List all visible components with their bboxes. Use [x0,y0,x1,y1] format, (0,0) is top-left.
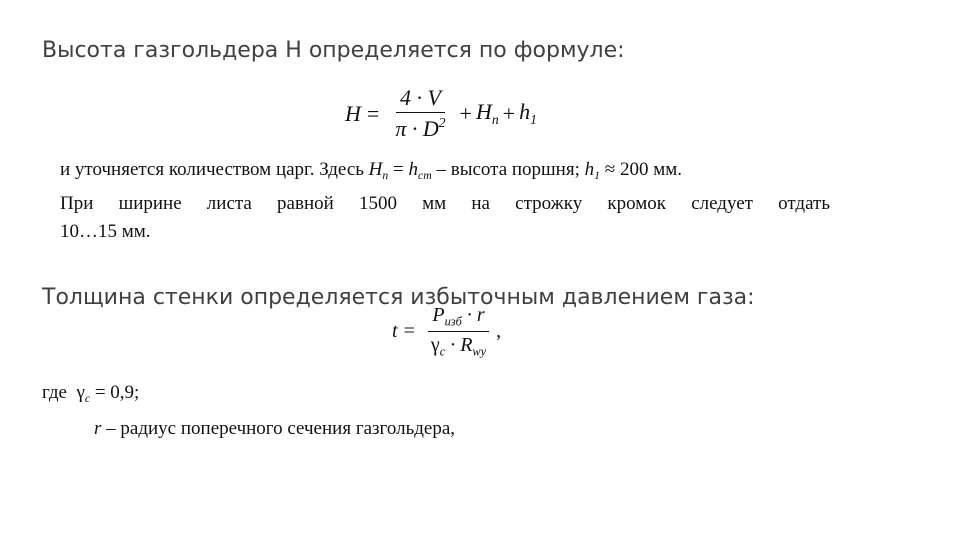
formula-equals: = [403,319,415,342]
formula-numerator: 4 · V [396,86,445,113]
formula-numerator: $P_{изб} \cdot r$ [428,304,488,332]
height-formula [345,86,537,141]
formula-fraction [391,86,449,141]
formula-plus: + [459,100,472,126]
formula-term-hn: $H_n$ [475,99,499,127]
formula-plus: + [502,100,516,126]
formula-fraction [427,304,490,359]
formula-lhs: H [345,100,361,126]
formula-denominator: $\pi \cdot D^2$ [395,115,446,142]
definition-radius: r – радиус поперечного сечения газгольдера, [94,418,456,440]
section2-heading: Толщина стенки определяется избыточным давлением газа: [42,285,755,310]
explanation-line-3: 10…15 мм. [60,221,151,243]
formula-term-h1: $h_1$ [519,99,537,127]
section1-heading: Высота газгольдера Н определяется по формуле: [42,38,625,63]
definition-gamma: где $\gamma_c = 0,9$; [42,382,140,406]
formula-equals: = [366,100,380,126]
section2-definitions [42,378,455,444]
formula-trailing-comma: , [496,319,502,342]
section1-explanation [60,156,840,246]
formula-lhs: t [392,319,398,342]
explanation-line-1: и уточняется количеством царг. Здесь $H_n = h_{cm}$ – высота поршня; $h_1 \approx 200$ мм. [60,159,682,183]
thickness-formula [392,304,501,359]
explanation-line-2: При ширине листа равной 1500 мм на строжку кромок следует отдать [60,193,830,215]
formula-denominator: $\gamma_c \cdot R_{wy}$ [430,333,487,359]
